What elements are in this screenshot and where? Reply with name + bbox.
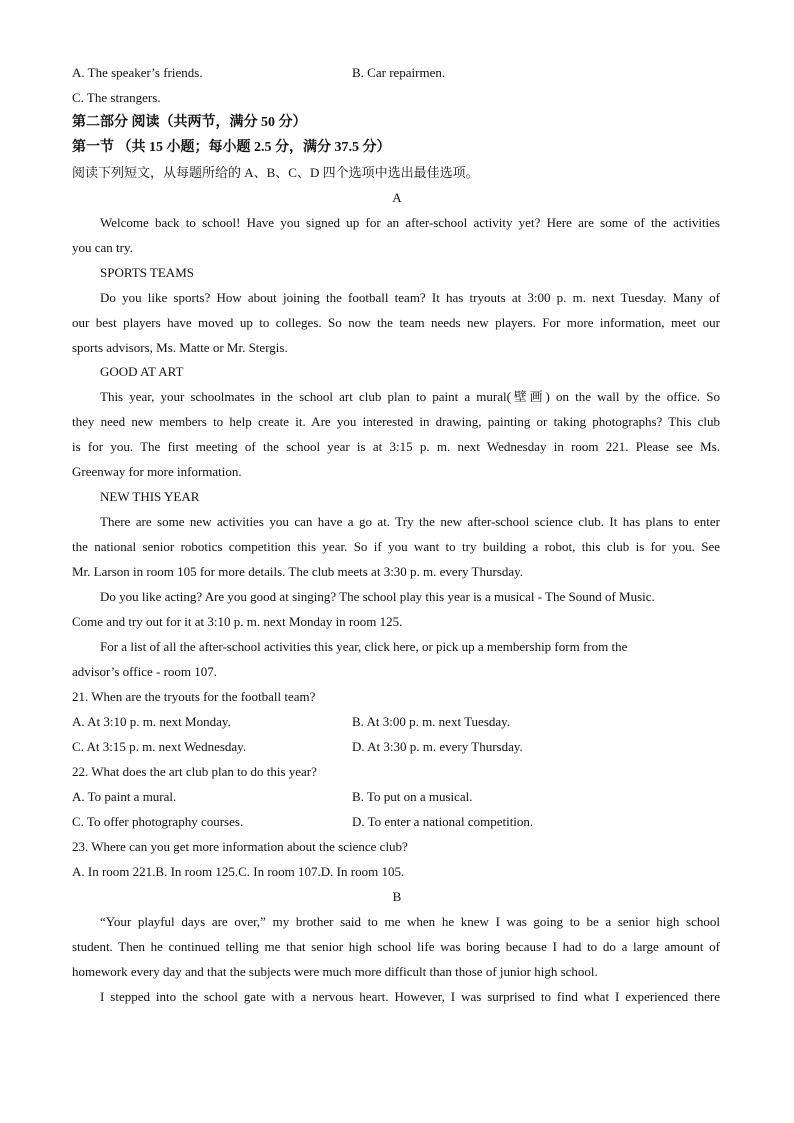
instruction: 阅读下列短文，从每题所给的 A、B、C、D 四个选项中选出最佳选项。 [72, 165, 479, 180]
passage-b-label: B [392, 889, 402, 904]
passage-a-line: Greenway for more information. [72, 464, 242, 479]
passage-a-line: our best players have moved up to colleges. So now the team needs new players. For more information, meet our [72, 315, 720, 330]
passage-b-line: I stepped into the school gate with a nervous heart. However, I was surprised to find what I experienced there [100, 989, 720, 1004]
passage-a-heading-new: NEW THIS YEAR [100, 489, 200, 504]
passage-a-heading-sports: SPORTS TEAMS [100, 265, 194, 280]
q20-option-a: A. The speaker’s friends. [72, 65, 203, 80]
question-option: C. At 3:15 p. m. next Wednesday. [72, 739, 247, 754]
passage-a-line: There are some new activities you can have a go at. Try the new after-school science club. It has plans to enter [100, 514, 720, 529]
section-title: 第二部分 阅读（共两节，满分 50 分） [72, 115, 307, 130]
passage-a-line: Do you like sports? How about joining the football team? It has tryouts at 3:00 p. m. next Tuesday. Many of [100, 290, 720, 305]
passage-a-line: you can try. [72, 240, 133, 255]
passage-a-line: is for you. The first meeting of the school year is at 3:15 p. m. next Wednesday in room 221. Please see Ms. [72, 439, 720, 454]
passage-a-line: they need new members to help create it. Are you interested in drawing, painting or taking photographs? This club [72, 414, 720, 429]
question-option: B. To put on a musical. [352, 789, 473, 804]
question-option: A. To paint a mural. [72, 789, 177, 804]
q20-option-c: C. The strangers. [72, 90, 161, 105]
question-stem: 21. When are the tryouts for the football team? [72, 689, 316, 704]
passage-a-heading-art: GOOD AT ART [100, 364, 184, 379]
question-option: B. At 3:00 p. m. next Tuesday. [352, 714, 511, 729]
passage-b-line: student. Then he continued telling me that senior high school life was boring because I had to do a large amount of [72, 939, 720, 954]
question-option: A. At 3:10 p. m. next Monday. [72, 714, 231, 729]
question-option: D. To enter a national competition. [352, 814, 534, 829]
passage-a-line: Come and try out for it at 3:10 p. m. next Monday in room 125. [72, 614, 403, 629]
subsection-title: 第一节 （共 15 小题；每小题 2.5 分，满分 37.5 分） [72, 140, 391, 155]
passage-a-line: the national senior robotics competition this year. So if you want to try building a robot, this club is for you. See [72, 539, 720, 554]
passage-b-line: homework every day and that the subjects were much more difficult than those of junior high school. [72, 964, 598, 979]
passage-b-line: “Your playful days are over,” my brother said to me when he knew I was going to be a senior high school [100, 914, 720, 929]
q20-option-b: B. Car repairmen. [352, 65, 446, 80]
question-stem: 23. Where can you get more information about the science club? [72, 839, 408, 854]
passage-a-line: This year, your schoolmates in the school art club plan to paint a mural(壁画) on the wall by the office. So [100, 389, 720, 404]
passage-a-line: advisor’s office - room 107. [72, 664, 218, 679]
passage-a-line: sports advisors, Ms. Matte or Mr. Stergis. [72, 340, 288, 355]
question-options-inline: A. In room 221.B. In room 125.C. In room 107.D. In room 105. [72, 864, 405, 879]
passage-a-line: Do you like acting? Are you good at singing? The school play this year is a musical - The Sound of Music. [100, 589, 655, 604]
question-option: D. At 3:30 p. m. every Thursday. [352, 739, 523, 754]
question-stem: 22. What does the art club plan to do this year? [72, 764, 317, 779]
passage-a-line: For a list of all the after-school activities this year, click here, or pick up a membership form from the [100, 639, 628, 654]
passage-a-line: Mr. Larson in room 105 for more details. The club meets at 3:30 p. m. every Thursday. [72, 564, 524, 579]
question-option: C. To offer photography courses. [72, 814, 244, 829]
passage-a-label: A [392, 190, 402, 205]
passage-a-line: Welcome back to school! Have you signed up for an after-school activity yet? Here are some of the activities [100, 215, 720, 230]
